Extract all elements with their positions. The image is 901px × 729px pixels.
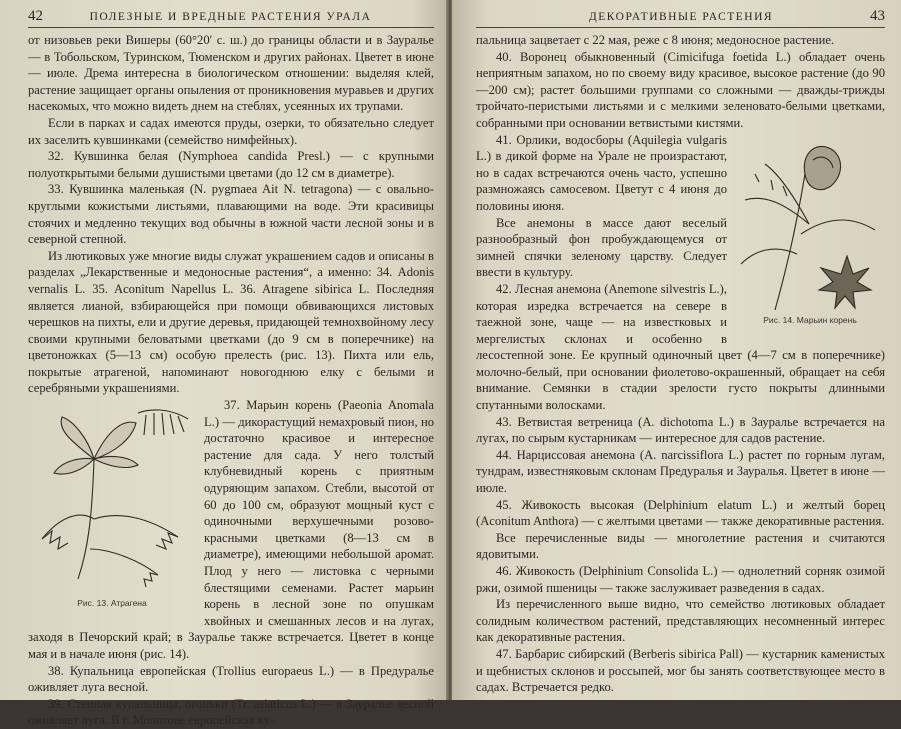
left-page	[0, 0, 448, 728]
left-page-number: 42	[28, 8, 43, 24]
paragraph: 39. Степная купальница, огоньки (Tr. asiaticus L.) — в Зауралье весной оживляет луга. В г. Молотове европейская ку-	[28, 696, 434, 728]
paragraph: 37. Марьин корень (Paeonia Anomala L.) — дикорастущий немахровый пион, но достаточно красивое и интересное растение для сада. У него толстый клубневидный корень с приятным одуряющим запахом. Стебли, высотой от 60 до 100 см, образуют мощный куст с одиночными верхушечными розово-красными цветками (8—13 см в диаметре), имеющими небольшой аромат. Плод у него — листовка с черными блестящими семенами. Растет марьин корень в лесной зоне по опушкам хвойных и смешанных лесов и на лугах, заходя в Печорский край; в Зауралье также встречается. Цветет в конце мая и в начале июня (рис. 14).	[28, 398, 434, 661]
paragraph: 46. Живокость (Delphinium Consolida L.) — однолетний сорняк озимой ржи, озимой пшеницы — также заслуживает разведения в садах.	[476, 564, 885, 595]
atragene-illustration	[28, 399, 196, 595]
paragraph: 42. Лесная анемона (Anemone silvestris L.), которая изредка встречается на севере в таежной зоне, чаще — на известковых и мергелистых склонах и особенно в лесостепной зоне. Ее крупный одиночный цвет (4—7 см в поперечнике) молочно-белый, при основании фиолетово-окрашенный, обращает на себя внимание. Семянки в стадии зрелости густо покрыты длинными спутанными волосками.	[476, 281, 885, 413]
paragraph: 44. Нарциссовая анемона (A. narcissiflora L.) растет по горным лугам, тундрам, известняковым склонам Предуралья и Зауралья. Цветет в июне — июле.	[476, 447, 885, 496]
paragraph: 33. Кувшинка маленькая (N. pygmaea Ait N. tetragona) — с овально-круглыми кожистыми листьями, плавающими на воде. Эти красивицы стоячих и медленно текущих вод обычны в южной части лесной зоны и в северной степной.	[28, 182, 434, 247]
paragraph: Из перечисленного выше видно, что семейство лютиковых обладает солидным количеством растений, представляющих несомненный интерес как декоративные растения.	[476, 597, 885, 645]
left-page-body	[28, 32, 434, 729]
paragraph: 41. Орлики, водосборы (Aquilegia vulgaris L.) в дикой форме на Урале не произрастают, но в садах встречаются очень часто, успешно размножаясь самосевом. Цветут с 4 июня до половины июня.	[476, 132, 727, 213]
right-running-title: ДЕКОРАТИВНЫЕ РАСТЕНИЯ	[588, 11, 774, 23]
right-page-body	[476, 32, 885, 696]
figure-atragene	[28, 399, 196, 612]
peony-illustration	[735, 134, 885, 312]
paragraph: 43. Ветвистая ветреница (A. dichotoma L.) в Зауралье встречается на лугах, по сырым кустарникам — интересное для садов растение.	[476, 414, 885, 446]
figure-caption: Рис. 13. Атрагена	[77, 598, 147, 609]
paragraph: 38. Купальница европейская (Trollius europaeus L.) — в Предуралье оживляет луга весной.	[28, 663, 434, 695]
paragraph: пальница зацветает с 22 мая, реже с 8 июня; медоносное растение.	[476, 33, 835, 47]
paragraph: 47. Барбарис сибирский (Berberis sibirica Pall) — кустарник каменистых и щебнистых склонов и россыпей, мог бы занять соответствующее место в садах. Встречается редко.	[476, 646, 885, 695]
paragraph: 40. Воронец обыкновенный (Cimicifuga foetida L.) обладает очень неприятным запахом, но по своему виду красивое, высокое растение (до 90—200 см); растет большими группами со сложными — дважды-трижды тройчато-перистыми листьями и с мелкими зеленовато-белыми цветками, собранными при основании ветвистыми кистями.	[476, 49, 885, 130]
paragraph: Если в парках и садах имеются пруды, озерки, то обязательно следует их заселить кувшинками (семейство нимфейных).	[28, 115, 434, 147]
left-running-title: ПОЛЕЗНЫЕ И ВРЕДНЫЕ РАСТЕНИЯ УРАЛА	[89, 11, 372, 23]
right-page	[452, 0, 901, 700]
right-page-number: 43	[869, 8, 885, 24]
left-page-header	[28, 8, 434, 28]
paragraph: 32. Кувшинка белая (Nymphoea candida Presl.) — с крупными полуоткрытыми белыми душистыми цветами (до 12 см в диаметре).	[28, 149, 434, 180]
paragraph: Все перечисленные виды — многолетние растения и считаются ядовитыми.	[476, 530, 885, 562]
figure-marin-koren	[735, 134, 885, 329]
paragraph: Все анемоны в массе дают веселый разнообразный фон пробуждающемуся от зимней спячки зеленому царству. Следует ввести в культуру.	[476, 215, 727, 280]
paragraph: от низовьев реки Вишеры (60°20′ с. ш.) до границы области и в Зауралье — в Тобольском, Туринском, Тюменском и других районах. Цветет в июне — июле. Дрема интересна в биологическом отношении: выделяя клей, растение защищает органы опыления от проникновения муравьев и других насекомых, что можно видеть днем на стеблях, усеянных их трупами.	[28, 33, 434, 114]
figure-caption: Рис. 14. Марьин корень	[763, 314, 857, 325]
paragraph: Из лютиковых уже многие виды служат украшением садов и описаны в разделах „Лекарственные и медоносные растения“, а именно: 34. Adonis vernalis L. 35. Aconitum Napellus L. 36. Atragene sibirica L. Последняя является лианой, взбирающейся при помощи обвивающихся листовых черешков на пихты, ели и другие деревья, придающей темнохвойному лесу своими крупными беловатыми цветками (до 9 см в поперечнике) на цветоножках (5—13 см) особую прелесть (рис. 13). Пихта или ель, покрытые атрагеной, напоминают новогоднюю елку с белыми и серебряными украшениями.	[28, 248, 434, 396]
right-page-header	[476, 8, 885, 28]
paragraph: 45. Живокость высокая (Delphinium elatum L.) и желтый борец (Aconitum Anthora) — с желтыми цветами — также декоративные растения.	[476, 497, 885, 529]
